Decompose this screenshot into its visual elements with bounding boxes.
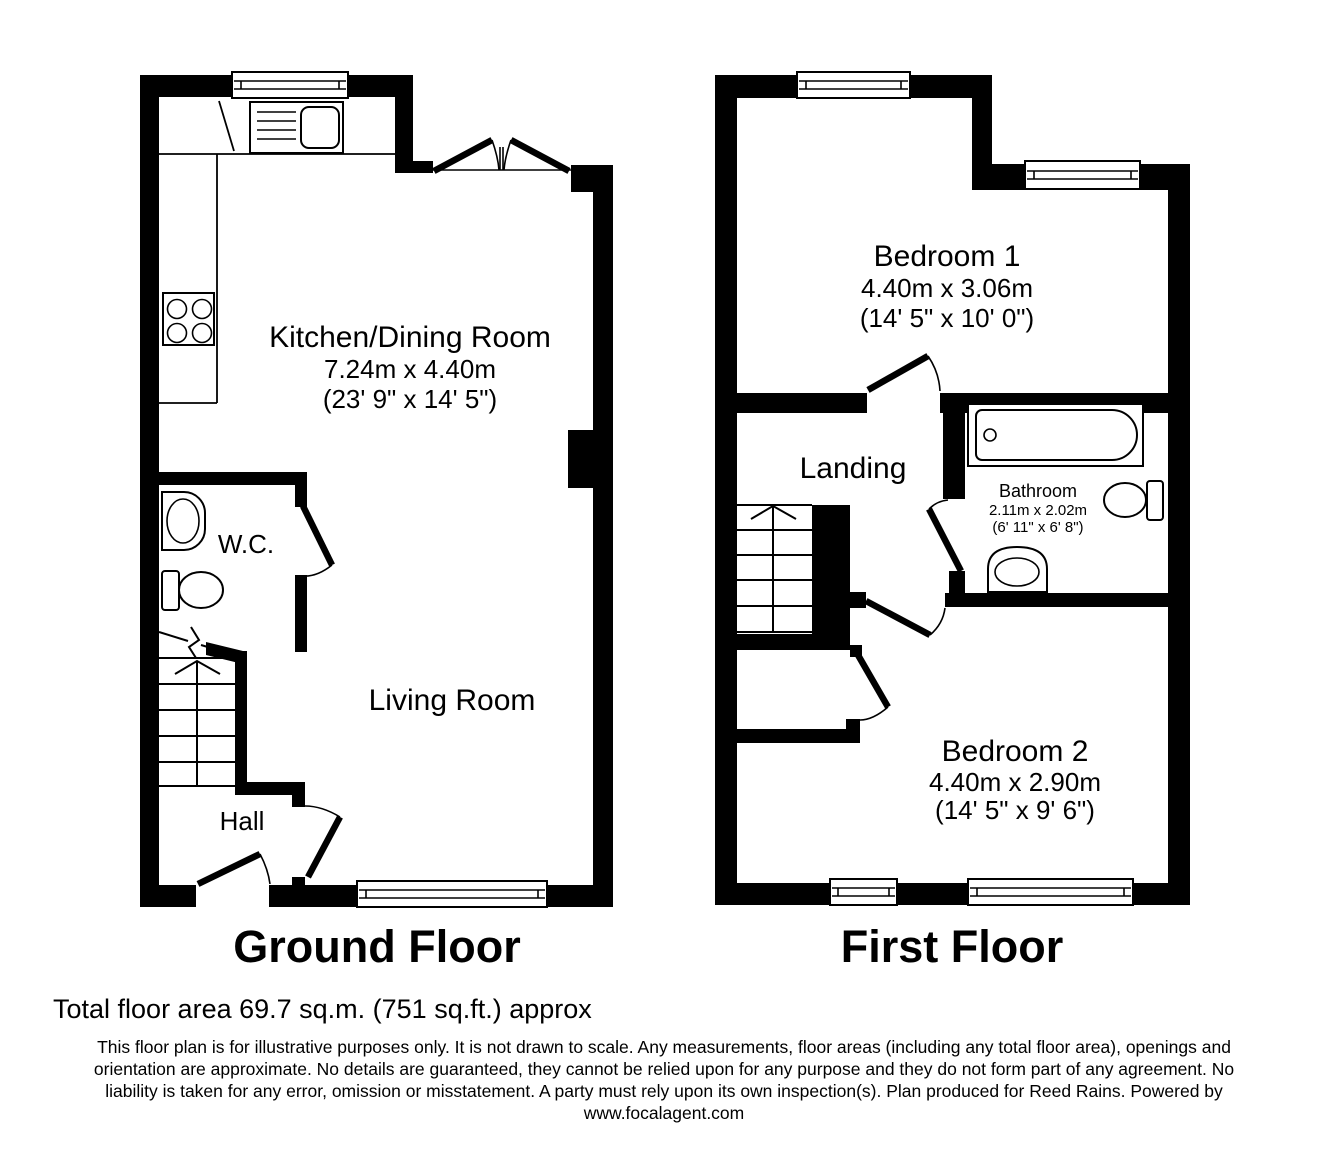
kitchen-window — [232, 72, 348, 98]
bathroom-basin — [988, 547, 1047, 592]
french-doors — [433, 140, 571, 171]
room-label-bedroom2: Bedroom 2 — [941, 735, 1089, 768]
room-size-bedroom1-metric: 4.40m x 3.06m — [861, 273, 1033, 303]
bedroom2-window-small — [830, 879, 897, 905]
room-label-living: Living Room — [368, 684, 536, 717]
disclaimer-line-3: liability is taken for any error, omission or misstatement. A party must rely upon its own inspection(s). Plan produced for Reed Rains. Powered by — [105, 1081, 1223, 1101]
wc-toilet — [162, 571, 223, 610]
ground-floor-plan — [140, 72, 613, 907]
room-size-kitchen-metric: 7.24m x 4.40m — [324, 354, 496, 384]
cupboard-door — [858, 655, 888, 720]
first-floor-title: First Floor — [840, 921, 1064, 972]
living-room-window — [357, 881, 547, 907]
ground-staircase — [159, 627, 235, 786]
room-label-wc: W.C. — [217, 529, 275, 559]
room-size-bedroom2-metric: 4.40m x 2.90m — [929, 767, 1101, 797]
disclaimer-line-1: This floor plan is for illustrative purposes only. It is not drawn to scale. Any measurements, floor areas (including any total floor area), openings and — [97, 1037, 1231, 1057]
disclaimer-line-2: orientation are approximate. No details are guaranteed, they cannot be relied upon for any purpose and they do not form part of any agreement. No — [93, 1059, 1235, 1079]
bedroom2-door — [866, 601, 945, 635]
bathroom-toilet — [1104, 481, 1163, 520]
ground-floor-title: Ground Floor — [233, 921, 521, 972]
wc-basin — [162, 492, 205, 550]
room-label-kitchen: Kitchen/Dining Room — [269, 321, 551, 354]
room-size-kitchen-imperial: (23' 9" x 14' 5") — [322, 384, 498, 414]
room-size-bathroom-metric: 2.11m x 2.02m — [988, 502, 1088, 519]
first-floor-plan — [715, 72, 1190, 905]
bedroom1-side-window — [1025, 161, 1140, 189]
first-floor-staircase — [737, 505, 812, 632]
bath — [968, 404, 1143, 466]
room-size-bathroom-imperial: (6' 11" x 6' 8") — [992, 519, 1084, 536]
room-size-bedroom2-imperial: (14' 5" x 9' 6") — [935, 795, 1095, 825]
room-label-bathroom: Bathroom — [998, 481, 1078, 501]
room-label-bedroom1: Bedroom 1 — [873, 240, 1021, 273]
front-door — [198, 854, 270, 884]
kitchen-sink-unit — [250, 102, 343, 153]
hob — [163, 293, 214, 345]
ground-floor-walls — [140, 75, 613, 907]
room-label-hall: Hall — [219, 806, 265, 836]
hall-living-door — [305, 806, 340, 877]
room-size-bedroom1-imperial: (14' 5" x 10' 0") — [859, 303, 1035, 333]
bedroom1-window — [797, 72, 910, 98]
room-label-landing: Landing — [799, 452, 907, 485]
bedroom1-door — [868, 356, 940, 391]
wc-door — [303, 506, 332, 576]
bathroom-door — [929, 500, 961, 571]
disclaimer-line-4: www.focalagent.com — [583, 1103, 745, 1123]
bedroom2-window-large — [968, 879, 1133, 905]
total-floor-area: Total floor area 69.7 sq.m. (751 sq.ft.) approx — [53, 994, 592, 1024]
